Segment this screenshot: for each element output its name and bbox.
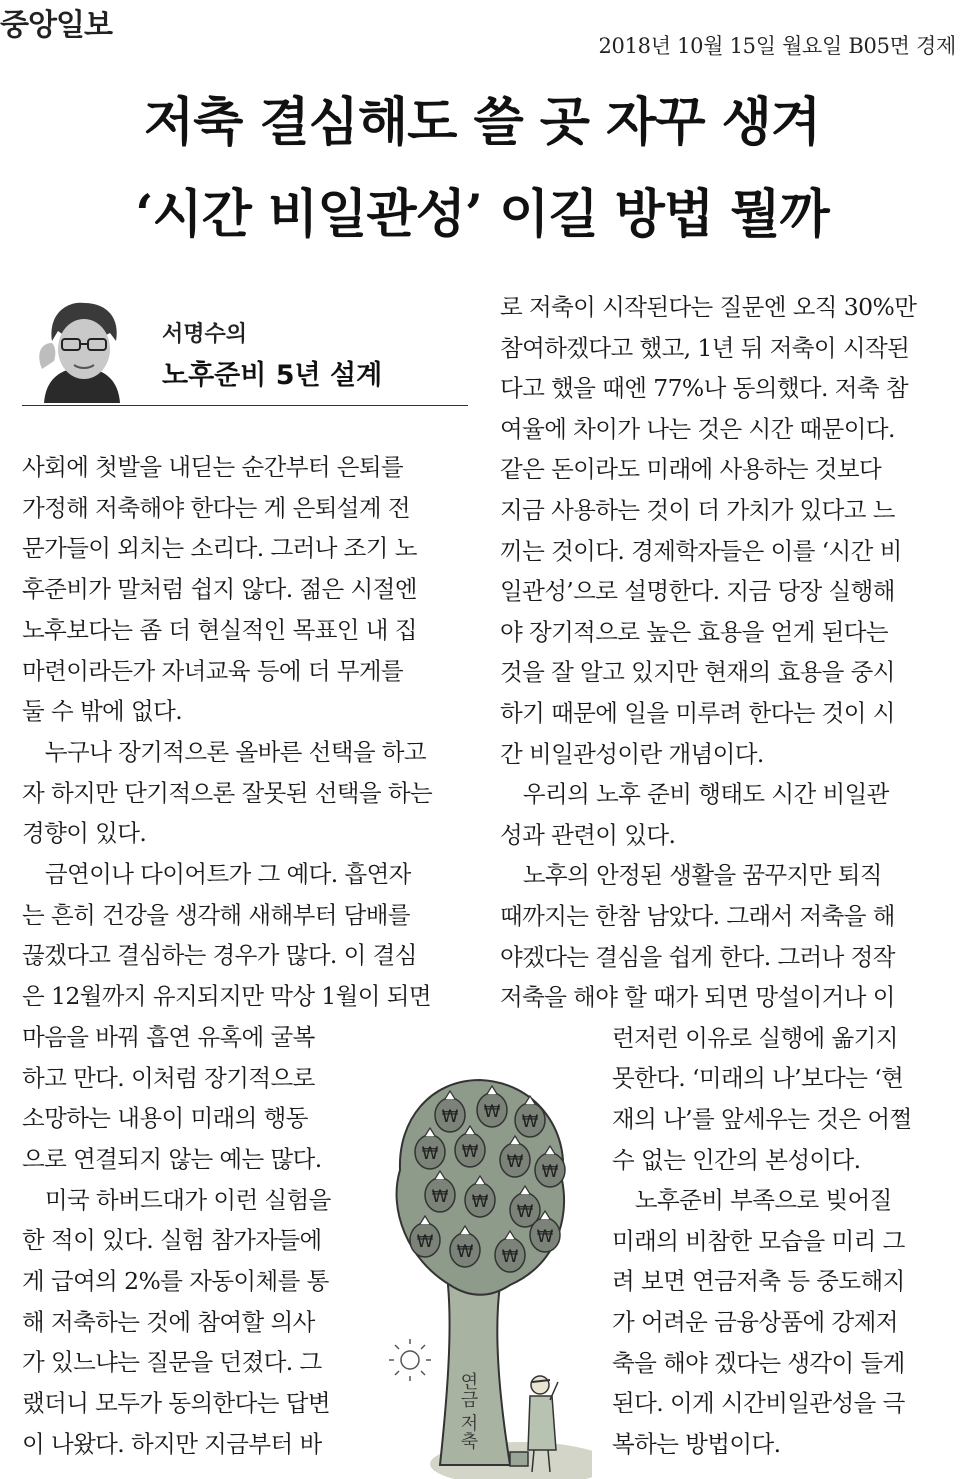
article-line: 수 없는 인간의 본성이다. <box>612 1145 861 1174</box>
article-line: 일관성’으로 설명한다. 지금 당장 실행해 <box>500 577 895 606</box>
svg-text:₩: ₩ <box>441 1107 459 1127</box>
dateline: 2018년 10월 15일 월요일 B05면 경제 <box>598 34 956 58</box>
article-line: 는 흔히 건강을 생각해 새해부터 담배를 <box>22 900 410 929</box>
article-line: 문가들이 외치는 소리다. 그러나 조기 노 <box>22 534 417 563</box>
article-line: 금연이나 다이어트가 그 예다. 흡연자 <box>22 860 411 888</box>
article-line: 야겠다는 결심을 쉽게 한다. 그러나 정작 <box>500 942 895 971</box>
article-line: 여율에 차이가 나는 것은 시간 때문이다. <box>500 414 895 443</box>
article-line: 축을 해야 겠다는 생각이 들게 <box>612 1348 905 1377</box>
svg-text:₩: ₩ <box>501 1247 519 1267</box>
article-line: 마련이라든가 자녀교육 등에 더 무게를 <box>22 656 404 685</box>
svg-text:₩: ₩ <box>431 1187 449 1207</box>
article-line: 게 급여의 2%를 자동이체를 통 <box>22 1267 329 1295</box>
article-line: 성과 관련이 있다. <box>500 820 676 849</box>
article-line: 끊겠다고 결심하는 경우가 많다. 이 결심 <box>22 941 417 970</box>
article-line: 한 적이 있다. 실험 참가자들에 <box>22 1226 322 1255</box>
article-line: 같은 돈이라도 미래에 사용하는 것보다 <box>500 455 882 484</box>
article-line: 자 하지만 단기적으론 잘못된 선택을 하는 <box>22 778 433 807</box>
article-line: 못한다. ‘미래의 나’보다는 ‘현 <box>612 1064 904 1093</box>
headline-line-2: ‘시간 비일관성’ 이길 방법 뭘까 <box>135 184 829 245</box>
article-line: 노후준비 부족으로 빚어질 <box>612 1186 892 1215</box>
column-author-label: 서명수의 <box>162 321 248 347</box>
svg-text:₩: ₩ <box>483 1102 501 1122</box>
article-line: 려 보면 연금저축 등 중도해지 <box>612 1267 905 1296</box>
column-series-title: 노후준비 5년 설계 <box>162 360 383 391</box>
article-line: 가 있느냐는 질문을 던졌다. 그 <box>22 1348 322 1377</box>
article-line: 저축을 해야 할 때가 되면 망설이거나 이 <box>500 983 895 1012</box>
article-line: 된다. 이게 시간비일관성을 극 <box>612 1389 905 1418</box>
svg-text:₩: ₩ <box>521 1112 539 1132</box>
svg-text:₩: ₩ <box>421 1144 439 1164</box>
article-line: 것을 잘 알고 있지만 현재의 효용을 중시 <box>500 658 895 687</box>
article-line: 때까지는 한참 남았다. 그래서 저축을 해 <box>500 902 895 930</box>
article-line: 하기 때문에 일을 미루려 한다는 것이 시 <box>500 699 895 727</box>
article-line: 은 12월까지 유지되지만 막상 1월이 되면 <box>22 982 431 1011</box>
article-line: 소망하는 내용이 미래의 행동 <box>22 1104 308 1133</box>
article-line: 미래의 비참한 모습을 미리 그 <box>612 1226 905 1255</box>
article-line: 야 장기적으로 높은 효용을 얻게 된다는 <box>500 617 888 646</box>
article-line: 끼는 것이다. 경제학자들은 이를 ‘시간 비 <box>500 536 902 565</box>
svg-text:₩: ₩ <box>541 1162 559 1182</box>
article-line: 하고 만다. 이처럼 장기적으로 <box>22 1063 315 1092</box>
article-line: 런저런 이유로 실행에 옮기지 <box>612 1023 898 1052</box>
article-line: 미국 하버드대가 이런 실험을 <box>22 1185 331 1214</box>
author-portrait <box>22 295 140 403</box>
article-line: 사회에 첫발을 내딛는 순간부터 은퇴를 <box>22 453 404 481</box>
newspaper-logo: 중앙일보 <box>0 8 112 43</box>
article-line: 우리의 노후 준비 행태도 시간 비일관 <box>500 780 889 809</box>
article-line: 둘 수 밖에 없다. <box>22 697 183 726</box>
svg-text:₩: ₩ <box>516 1202 534 1222</box>
article-line: 해 저축하는 것에 참여할 의사 <box>22 1307 315 1336</box>
article-line: 마음을 바꿔 흡연 유혹에 굴복 <box>22 1022 315 1051</box>
article-line: 이 나왔다. 하지만 지금부터 바 <box>22 1429 322 1458</box>
article-line: 으로 연결되지 않는 예는 많다. <box>22 1144 322 1173</box>
article-line: 노후의 안정된 생활을 꿈꾸지만 퇴직 <box>500 861 882 890</box>
svg-text:₩: ₩ <box>416 1232 434 1252</box>
article-line: 재의 나’를 앞세우는 것은 어쩔 <box>612 1105 912 1133</box>
article-line: 후준비가 말처럼 쉽지 않다. 젊은 시절엔 <box>22 575 417 604</box>
headline-line-1: 저축 결심해도 쓸 곳 자꾸 생겨 <box>143 92 821 153</box>
article-line: 경향이 있다. <box>22 819 147 848</box>
article-line: 누구나 장기적으론 올바른 선택을 하고 <box>22 737 426 766</box>
svg-text:₩: ₩ <box>456 1242 474 1262</box>
svg-text:₩: ₩ <box>461 1142 479 1162</box>
column-header <box>22 295 468 406</box>
trunk-label: 연금 저축 <box>457 1372 479 1450</box>
svg-text:₩: ₩ <box>471 1192 489 1212</box>
article-line: 복하는 방법이다. <box>612 1429 781 1458</box>
article-line: 가 어려운 금융상품에 강제저 <box>612 1308 898 1336</box>
article-line: 가정해 저축해야 한다는 게 은퇴설계 전 <box>22 493 410 522</box>
article-line: 랬더니 모두가 동의한다는 답변 <box>22 1389 330 1418</box>
article-line: 다고 했을 때엔 77%나 동의했다. 저축 참 <box>500 374 908 403</box>
article-line: 지금 사용하는 것이 더 가치가 있다고 느 <box>500 496 895 524</box>
article-line: 로 저축이 시작된다는 질문엔 오직 30%만 <box>500 293 917 321</box>
article-line: 참여하겠다고 했고, 1년 뒤 저축이 시작된 <box>500 333 910 362</box>
svg-text:₩: ₩ <box>506 1152 524 1172</box>
article-line: 노후보다는 좀 더 현실적인 목표인 내 집 <box>22 615 417 644</box>
article-line: 간 비일관성이란 개념이다. <box>500 739 764 768</box>
savings-tree-illustration <box>370 1060 592 1479</box>
svg-text:₩: ₩ <box>536 1227 554 1247</box>
